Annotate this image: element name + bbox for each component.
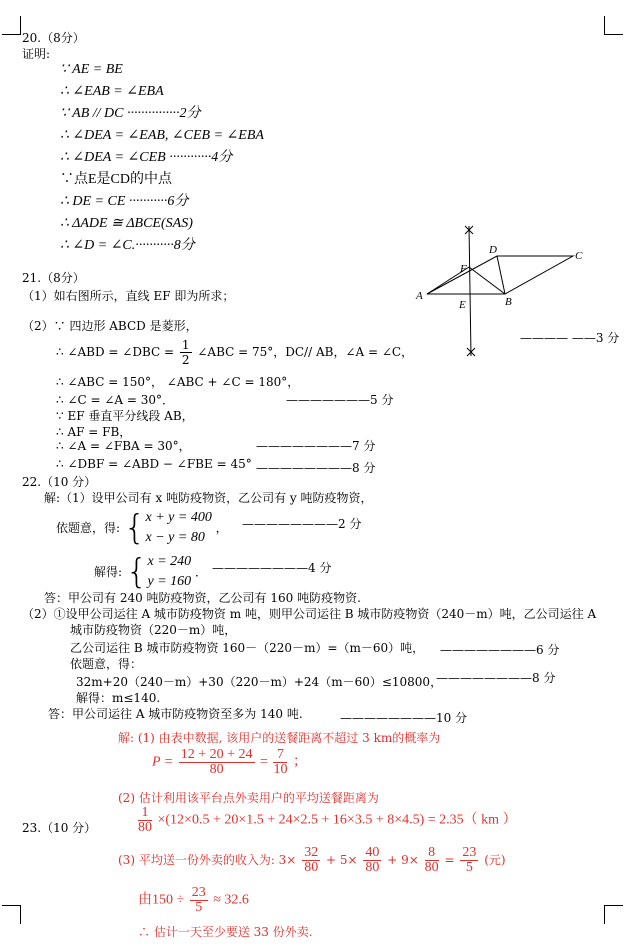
point-label-e: E — [459, 299, 466, 311]
q20-line-7: ∴ DE = CE ···········6分 — [60, 194, 189, 209]
q22-system-1: 依题意，得: { x + y = 400 x − y = 80 ， — [56, 508, 228, 548]
q22-step-10: 解得：m≤140. — [76, 691, 161, 705]
fraction-7-over-10: $\frac{7}{10}$ — [273, 747, 288, 777]
q20-line-1: ∵ AE = BE — [60, 62, 123, 77]
q23-part3: (3) 平均送一份外卖的收入为: 3× $\frac{32}{80}$ + 5× $\frac{40}{80}$ + 9× $\frac{8}{80}$ = $\frac{23}{5}$ (元) — [118, 845, 506, 875]
fraction-32-over-80: $\frac{32}{80}$ — [304, 845, 319, 875]
q23-part1: 解: (1) 由表中数据, 该用户的送餐距离不超过 3 km的概率为 — [118, 731, 441, 745]
q21-part2: （2）∵ 四边形 ABCD 是菱形， — [22, 319, 198, 333]
fraction-56-over-80: $\frac{12 + 20 + 24}{80}$ — [180, 747, 253, 777]
q21-line-5: ∴ AF = FB， — [56, 425, 132, 439]
fraction-1-over-80: $\frac{1}{80}$ — [138, 805, 152, 835]
q20-line-6: ∵点E是CD的中点 — [60, 172, 172, 187]
q22-score-6: ————————6 分 — [440, 643, 560, 657]
equation-system-1: x + y = 400 x − y = 80 — [145, 510, 212, 545]
q23-count-estimate: 由150 ÷ $\frac{23}{5}$ ≈ 32.6 — [138, 885, 249, 915]
point-label-a: A — [416, 290, 423, 302]
q22-answer-2: 答：甲公司运往 A 城市防疫物资至多为 140 吨. — [48, 707, 303, 721]
fraction-23-over-5-b: $\frac{23}{5}$ — [191, 885, 206, 915]
point-label-c: C — [575, 250, 583, 262]
fraction-one-half: $\frac{1}{2}$ — [181, 338, 190, 367]
q22-score-10: ————————10 分 — [340, 711, 468, 725]
q22-score-4: ————————4 分 — [212, 561, 332, 575]
q22-step-7: 乙公司运往 B 城市防疫物资 160－（220－m）=（m－60）吨， — [70, 641, 425, 655]
q22-step-6: 城市防疫物资（220－m）吨， — [70, 623, 237, 637]
q23-probability: P = $\frac{12 + 20 + 24}{80}$ = $\frac{7}{10}$ ； — [152, 747, 307, 777]
point-label-d: D — [489, 244, 497, 256]
equation-system-2: x = 240 y = 160 — [147, 554, 192, 589]
q21-part1: （1）如右图所示，直线 EF 即为所求； — [22, 289, 235, 303]
q21-line-4: ∵ EF 垂直平分线段 AB， — [56, 409, 194, 423]
q21-score-3: ———— ——3 分 — [520, 331, 620, 345]
q20-heading: 20.（8分） — [22, 31, 85, 45]
crop-mark-top-left — [2, 16, 21, 35]
point-label-f: F — [460, 263, 467, 275]
q21-line-3: ∴ ∠C = ∠A = 30°． — [56, 393, 175, 407]
q23-part2: (2) 估计利用该平台点外卖用户的平均送餐距离为 — [118, 791, 379, 805]
q21-heading: 21.（8分） — [22, 271, 85, 285]
q22-system-2: 解得: { x = 240 y = 160 ． — [94, 552, 208, 592]
q22-answer-1: 答：甲公司有 240 吨防疫物资，乙公司有 160 吨防疫物资. — [44, 591, 361, 605]
q21-line-7: ∴ ∠DBF = ∠ABD − ∠FBE = 45° — [56, 457, 252, 471]
point-label-b: B — [505, 296, 512, 308]
q20-line-2: ∴ ∠EAB = ∠EBA — [60, 84, 164, 99]
crop-mark-bottom-right — [604, 905, 623, 924]
q21-line-6: ∴ ∠A = ∠FBA = 30°， — [56, 439, 191, 453]
fraction-8-over-80: $\frac{8}{80}$ — [424, 845, 439, 875]
q22-step-5: （2）①设甲公司运往 A 城市防疫物资 m 吨，则甲公司运往 B 城市防疫物资（240－m）吨，乙公司运往 A — [22, 607, 597, 621]
q21-score-5: ———————5 分 — [286, 393, 394, 407]
crop-mark-bottom-left — [2, 905, 21, 924]
crop-mark-top-right — [604, 16, 623, 35]
q22-step-1: 解:（1）设甲公司有 x 吨防疫物资，乙公司有 y 吨防疫物资， — [44, 491, 373, 505]
q22-step-9: 32m+20（240－m）+30（220－m）+24（m－60）≤10800， — [76, 675, 443, 689]
q20-proof-label: 证明: — [22, 47, 51, 61]
fraction-40-over-80: $\frac{40}{80}$ — [365, 845, 380, 875]
q22-step-8: 依题意，得： — [70, 657, 143, 671]
q23-heading: 23.（10 分） — [22, 821, 97, 835]
q21-line-2: ∴ ∠ABC = 150°， ∠ABC + ∠C = 180°， — [56, 375, 300, 389]
q23-average-distance: $\frac{1}{80}$ ×(12×0.5 + 20×1.5 + 24×2.5 + 16×3.5 + 8×4.5) = 2.35（ km ） — [138, 805, 517, 835]
q20-line-5: ∴ ∠DEA = ∠CEB ············4分 — [60, 150, 233, 165]
q22-score-2: ————————2 分 — [242, 517, 362, 531]
q21-line-1: ∴ ∠ABD = ∠DBC = $\frac{1}{2}$ ∠ABC = 75°，DC// AB，∠A = ∠C， — [56, 338, 414, 367]
fraction-23-over-5: $\frac{23}{5}$ — [462, 845, 477, 875]
q22-heading: 22.（10 分） — [22, 475, 97, 489]
q20-line-8: ∴ ΔADE ≅ ΔBCE(SAS) — [60, 216, 193, 231]
q20-line-9: ∴ ∠D = ∠C.···········8分 — [60, 238, 195, 253]
q23-conclusion: ∴ 估计一天至少要送 33 份外卖. — [138, 925, 313, 939]
q22-score-8: ————————8 分 — [436, 671, 556, 685]
q21-score-8: ————————8 分 — [256, 461, 376, 475]
q20-line-3: ∵ AB // DC ···············2分 — [60, 106, 201, 121]
q20-line-4: ∴ ∠DEA = ∠EAB, ∠CEB = ∠EBA — [60, 128, 264, 143]
q21-score-7: ————————7 分 — [256, 439, 376, 453]
